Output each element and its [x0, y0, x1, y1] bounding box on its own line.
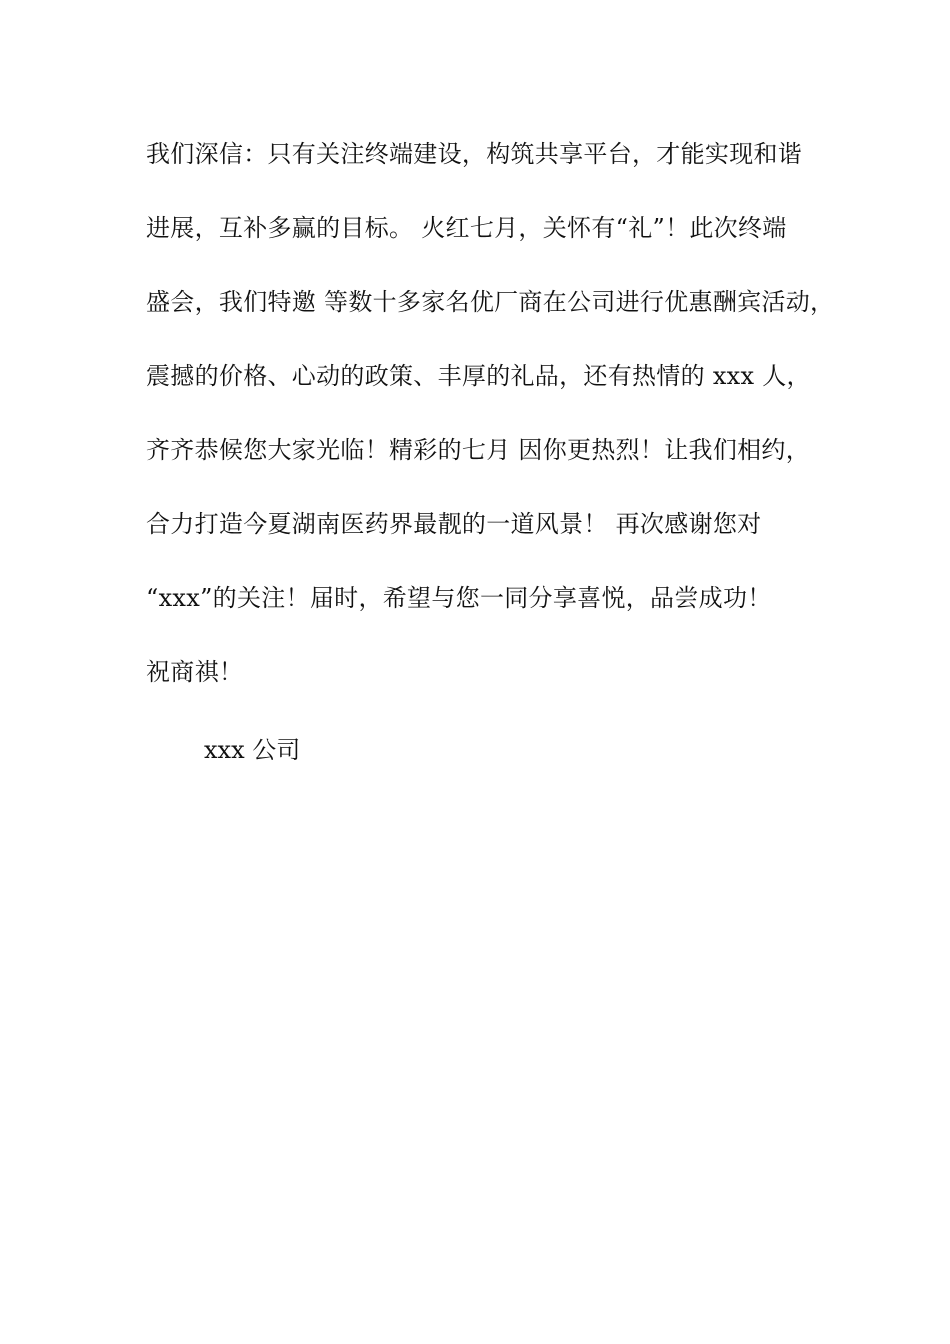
closing-greeting: 祝商祺！	[146, 658, 244, 686]
company-signature: xxx 公司	[204, 736, 301, 764]
text-line-2: 进展，互补多赢的目标。 火红七月，关怀有“礼”！此次终端	[146, 214, 787, 242]
letter-body	[146, 132, 846, 724]
text-line-6: 合力打造今夏湖南医药界最靓的一道风景！ 再次感谢您对	[146, 510, 762, 538]
text-line-1: 我们深信：只有关注终端建设，构筑共享平台，才能实现和谐	[146, 140, 803, 168]
text-line-7: “xxx”的关注！届时，希望与您一同分享喜悦，品尝成功！	[146, 584, 772, 612]
text-line-5: 齐齐恭候您大家光临！精彩的七月 因你更热烈！让我们相约，	[146, 436, 811, 464]
text-line-4: 震撼的价格、心动的政策、丰厚的礼品，还有热情的 xxx 人，	[146, 362, 811, 390]
text-line-3: 盛会，我们特邀 等数十多家名优厂商在公司进行优惠酬宾活动，	[146, 288, 835, 316]
